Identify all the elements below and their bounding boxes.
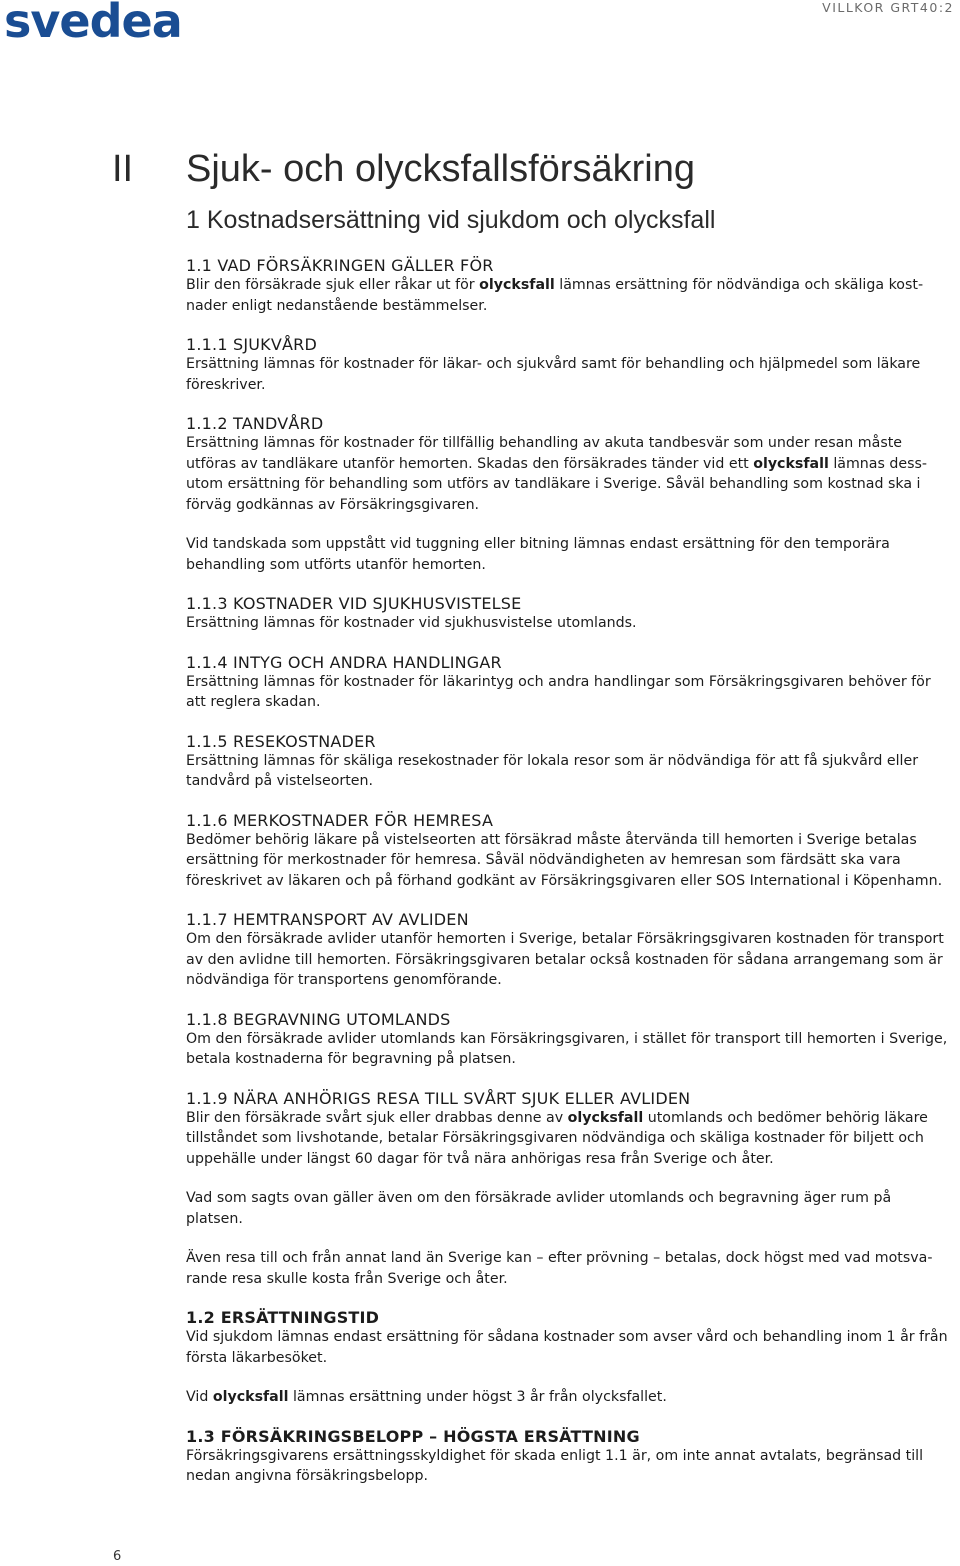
text: Vid: [186, 1389, 213, 1405]
page-number: 6: [113, 1549, 122, 1564]
section-1-1-2: [186, 414, 948, 575]
heading-1-3: 1.3 FÖRSÄKRINGSBELOPP – HÖGSTA ERSÄTTNING: [186, 1426, 640, 1446]
section-1-1-6: [186, 811, 948, 892]
paragraph: Om den försäkrade avlider utanför hemorten i Sverige, betalar Försäkringsgivaren kostnaden för transport av den avlidne till hemorten. Försäkringsgivaren betalar också kostnaden för sådana arrangemang som är nödvändiga för transportens genomförande.: [186, 931, 944, 988]
text: utomlands och bedömer behörig läkare tillståndet som livshotande, betalar Försäkringsgivaren nödvändiga och skäliga kostnader för biljett och uppehälle under längst 60 dagar för två nära anhörigas resa från Sverige och åter.: [186, 1109, 928, 1167]
bold-term: olycksfall: [753, 455, 829, 472]
document-body: [186, 256, 948, 1506]
heading-1-1-8: 1.1.8 BEGRAVNING UTOMLANDS: [186, 1009, 451, 1029]
paragraph: Bedömer behörig läkare på vistelseorten att försäkrad måste återvända till hemorten i Sverige betalas ersättning för merkostnader för hemresa. Såväl nödvändigheten av hemresan som färdsätt ska vara föreskrivet av läkaren och på förhand godkänt av Försäkringsgivaren eller SOS International i Köpenhamn.: [186, 831, 943, 889]
section-1-1-8: [186, 1010, 948, 1070]
svedea-logo: svedea: [4, 0, 182, 48]
paragraph: Vid sjukdom lämnas endast ersättning för sådana kostnader som avser vård och behandling inom 1 år från första läkarbesöket.: [186, 1329, 948, 1366]
paragraph: [186, 275, 948, 316]
text: lämnas ersättning under högst 3 år från olycksfallet.: [288, 1389, 667, 1405]
heading-1-1-7: 1.1.7 HEMTRANSPORT AV AVLIDEN: [186, 910, 469, 929]
text: Blir den försäkrade svårt sjuk eller drabbas denne av: [186, 1109, 568, 1126]
section-1-1-9: [186, 1089, 948, 1290]
paragraph: [186, 433, 948, 515]
section-1-1-1: [186, 335, 948, 395]
section-1-1: [186, 256, 948, 316]
section-1-1-7: [186, 910, 948, 991]
paragraph: Ersättning lämnas för kostnader för läkarintyg och andra handlingar som Försäkringsgivaren behöver för att reglera skadan.: [186, 673, 931, 710]
text: lämnas dessutom ersättning för behandling som utförs av tandläkare i Sverige. Såväl behandling som kostnad ska i förväg godkännas av Försäkringsgivaren.: [186, 455, 928, 513]
heading-1-1: 1.1 VAD FÖRSÄKRINGEN GÄLLER FÖR: [186, 256, 494, 275]
heading-1-1-9: 1.1.9 NÄRA ANHÖRIGS RESA TILL SVÅRT SJUK ELLER AVLIDEN: [186, 1088, 691, 1108]
paragraph: Även resa till och från annat land än Sverige kan – efter prövning – betalas, dock högst med vad motsvarande resa skulle kosta från Sverige och åter.: [186, 1250, 933, 1287]
chapter-title: Sjuk- och olycksfallsförsäkring: [186, 148, 695, 190]
bold-term: olycksfall: [212, 1389, 289, 1405]
paragraph: Ersättning lämnas för kostnader vid sjukhusvistelse utomlands.: [186, 615, 637, 631]
paragraph: Vad som sagts ovan gäller även om den försäkrade avlider utomlands och begravning äger rum på platsen.: [186, 1190, 892, 1227]
document-code: VILLKOR GRT40:2: [822, 0, 954, 15]
bold-term: olycksfall: [567, 1109, 644, 1126]
paragraph: Ersättning lämnas för skäliga resekostnader för lokala resor som är nödvändiga för att få sjukvård eller tandvård på vistelseorten.: [186, 752, 919, 789]
heading-1-1-5: 1.1.5 RESEKOSTNADER: [186, 731, 376, 751]
paragraph: Ersättning lämnas för kostnader för läkar- och sjukvård samt för behandling och hjälpmedel som läkare föreskriver.: [186, 356, 921, 393]
heading-1-1-6: 1.1.6 MERKOSTNADER FÖR HEMRESA: [186, 810, 494, 830]
heading-1-2: 1.2 ERSÄTTNINGSTID: [186, 1308, 380, 1327]
text: lämnas ersättning för nödvändiga och skäliga kostnader enligt nedanstående bestämmelser.: [186, 277, 924, 314]
paragraph: [186, 1387, 948, 1408]
section-1-1-5: [186, 732, 948, 792]
heading-1-1-1: 1.1.1 SJUKVÅRD: [186, 335, 318, 354]
section-title: 1 Kostnadsersättning vid sjukdom och olycksfall: [186, 206, 716, 234]
heading-1-1-3: 1.1.3 KOSTNADER VID SJUKHUSVISTELSE: [186, 594, 522, 613]
paragraph: Försäkringsgivarens ersättningsskyldighet för skada enligt 1.1 är, om inte annat avtalats, begränsad till nedan angivna försäkringsbelopp.: [186, 1447, 924, 1484]
text: Blir den försäkrade sjuk eller råkar ut för: [186, 277, 480, 293]
bold-term: olycksfall: [479, 277, 555, 293]
chapter-number: II: [112, 148, 134, 190]
heading-1-1-2: 1.1.2 TANDVÅRD: [186, 414, 324, 433]
section-1-3: [186, 1427, 948, 1487]
section-1-1-3: [186, 594, 948, 634]
section-1-2: [186, 1308, 948, 1408]
paragraph: Vid tandskada som uppstått vid tuggning eller bitning lämnas endast ersättning för den temporära behandling som utförts utanför hemorten.: [186, 536, 890, 573]
paragraph: Om den försäkrade avlider utomlands kan Försäkringsgivaren, i stället för transport till hemorten i Sverige, betala kostnaderna för begravning på platsen.: [186, 1030, 948, 1067]
text: Ersättning lämnas för kostnader för tillfällig behandling av akuta tandbesvär som under resan måste utföras av tandläkare utanför hemorten. Skadas den försäkrades tänder vid ett: [186, 435, 903, 472]
heading-1-1-4: 1.1.4 INTYG OCH ANDRA HANDLINGAR: [186, 652, 502, 672]
paragraph: [186, 1108, 948, 1170]
section-1-1-4: [186, 653, 948, 713]
